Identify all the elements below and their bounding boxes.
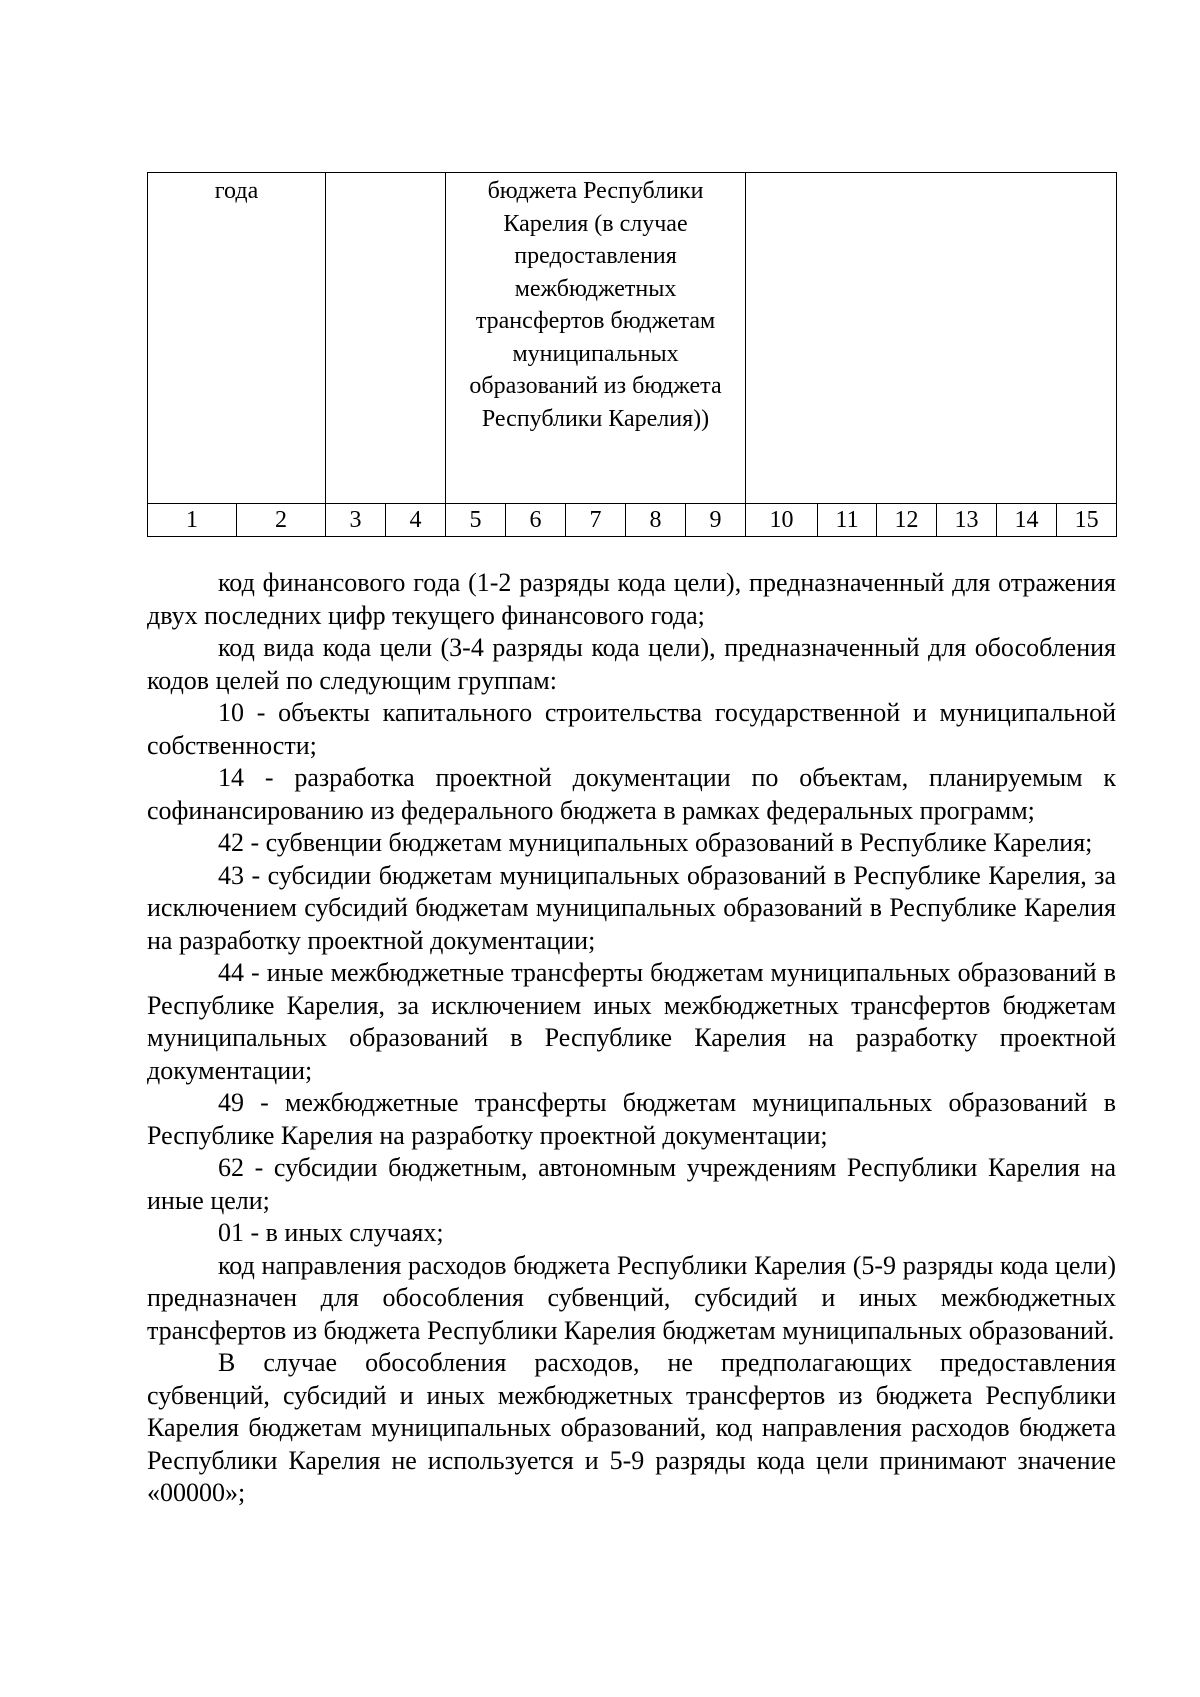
paragraph: 42 - субвенции бюджетам муниципальных образований в Республике Карелия; bbox=[218, 828, 1093, 857]
header-cell-financial-year bbox=[148, 173, 326, 504]
paragraph: 49 - межбюджетные трансферты бюджетам муниципальных образований в Республике Карелия на разработку проектной документации; bbox=[147, 1088, 1116, 1150]
digit-cell: 10 bbox=[746, 504, 818, 537]
paragraph: 62 - субсидии бюджетным, автономным учреждениям Республики Карелия на иные цели; bbox=[147, 1153, 1116, 1215]
digit-cell: 3 bbox=[326, 504, 386, 537]
paragraph: код финансового года (1-2 разряды кода цели), предназначенный для отражения двух последних цифр текущего финансового года; bbox=[147, 568, 1116, 630]
header-cell-expense-direction bbox=[446, 173, 746, 504]
paragraph: 14 - разработка проектной документации по объектам, планируемым к софинансированию из федерального бюджета в рамках федеральных программ; bbox=[147, 763, 1116, 825]
digit-cell: 13 bbox=[937, 504, 997, 537]
digit-cell: 8 bbox=[626, 504, 686, 537]
digit-cell: 9 bbox=[686, 504, 746, 537]
digit-cell: 15 bbox=[1057, 504, 1117, 537]
digit-cell: 5 bbox=[446, 504, 506, 537]
header-cell-text: бюджета Республики Карелия (в случае предоставления межбюджетных трансфертов бюджетам муниципальных образований из бюджета Республики Карелия)) bbox=[469, 178, 722, 432]
paragraph: В случае обособления расходов, не предполагающих предоставления субвенций, субсидий и иных межбюджетных трансфертов из бюджета Республики Карелия бюджетам муниципальных образований, код направления расходов бюджета Республики Карелия не используется и 5-9 разряды кода цели принимают значение «00000»; bbox=[147, 1348, 1116, 1507]
paragraph: 44 - иные межбюджетные трансферты бюджетам муниципальных образований в Республике Карелия, за исключением иных межбюджетных трансфертов бюджетам муниципальных образований в Республике Карелия на разработку проектной документации; bbox=[147, 958, 1116, 1085]
header-cell-text: года bbox=[214, 178, 259, 204]
paragraph: 10 - объекты капитального строительства государственной и муниципальной собственности; bbox=[147, 698, 1116, 760]
digit-cell: 14 bbox=[997, 504, 1057, 537]
digit-cell: 1 bbox=[148, 504, 237, 537]
table-number-row bbox=[148, 504, 1117, 537]
paragraph: код направления расходов бюджета Республики Карелия (5-9 разряды кода цели) предназначен для обособления субвенций, субсидий и иных межбюджетных трансфертов из бюджета Республики Карелия бюджетам муниципальных образований. bbox=[147, 1250, 1116, 1345]
digit-cell: 6 bbox=[506, 504, 566, 537]
body-text bbox=[147, 567, 1116, 1510]
digit-cell: 12 bbox=[877, 504, 937, 537]
paragraph: 01 - в иных случаях; bbox=[218, 1218, 444, 1247]
header-cell-remaining-digits bbox=[746, 173, 1117, 504]
goal-code-structure-table bbox=[147, 172, 1117, 537]
digit-cell: 7 bbox=[566, 504, 626, 537]
header-cell-goal-type bbox=[326, 173, 446, 504]
table-header-row bbox=[148, 173, 1117, 504]
paragraph: код вида кода цели (3-4 разряды кода цели), предназначенный для обособления кодов целей по следующим группам: bbox=[147, 633, 1116, 695]
digit-cell: 4 bbox=[386, 504, 446, 537]
digit-cell: 11 bbox=[818, 504, 877, 537]
digit-cell: 2 bbox=[237, 504, 326, 537]
paragraph: 43 - субсидии бюджетам муниципальных образований в Республике Карелия, за исключением субсидий бюджетам муниципальных образований в Республике Карелия на разработку проектной документации; bbox=[147, 860, 1116, 955]
